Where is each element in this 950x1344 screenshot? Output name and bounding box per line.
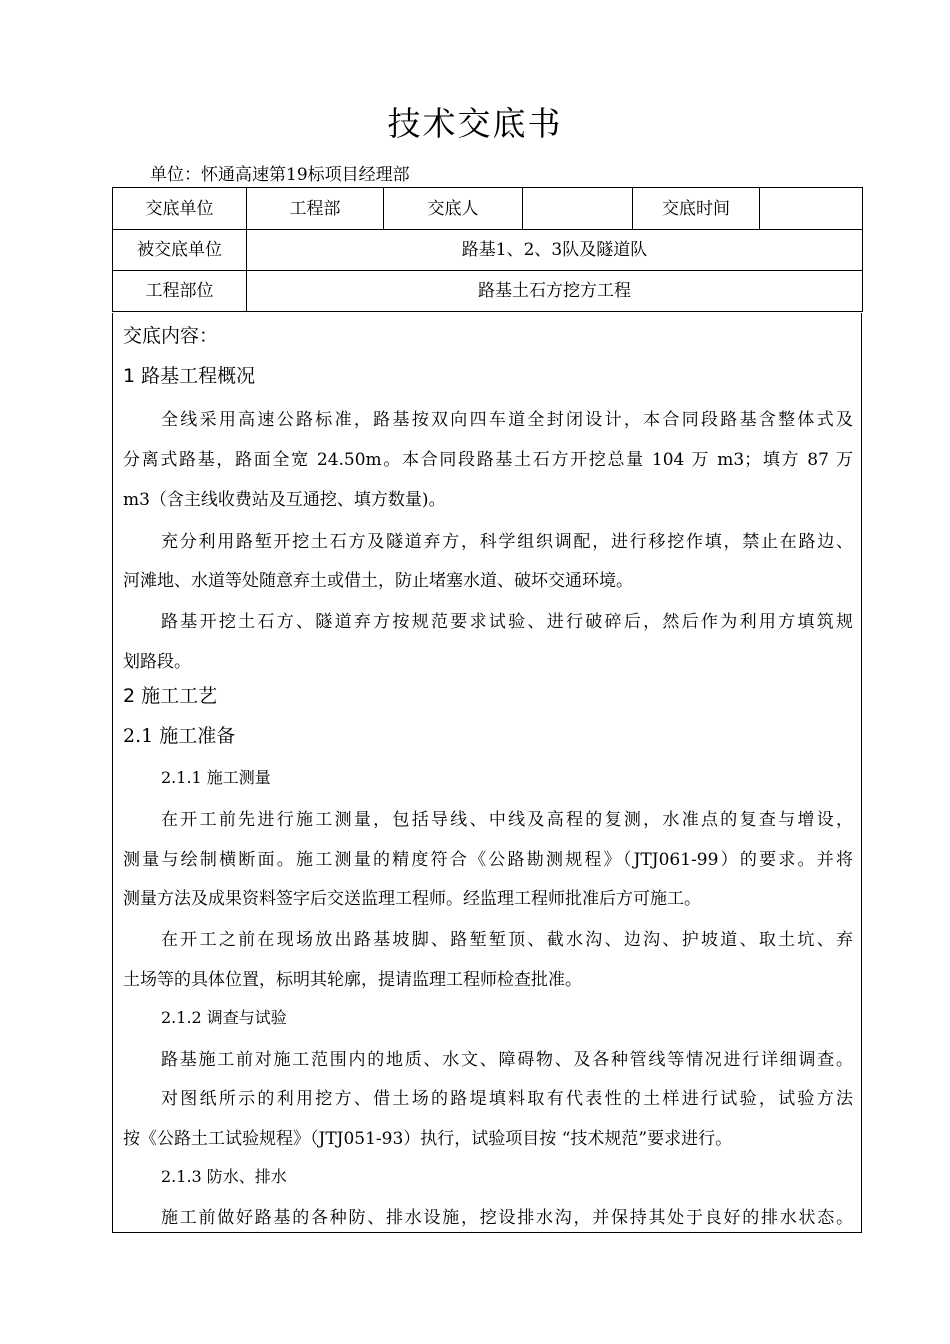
paragraph-line: 对图纸所示的利用挖方、借土场的路堤填料取有代表性的土样进行试验，试验方法 bbox=[161, 1089, 853, 1109]
unit-line: 单位：怀通高速第19标项目经理部 bbox=[150, 165, 410, 185]
cell-handover-unit-value: 工程部 bbox=[247, 188, 384, 230]
cell-handover-person-value bbox=[523, 188, 633, 230]
paragraph-line: 施工前做好路基的各种防、排水设施，挖设排水沟，并保持其处于良好的排水状态。 bbox=[161, 1208, 853, 1228]
cell-project-part-label: 工程部位 bbox=[113, 271, 247, 312]
subsubsection-heading: 2.1.2 调查与试验 bbox=[161, 1008, 287, 1027]
content-label: 交底内容： bbox=[123, 325, 219, 347]
section-heading-1: 1 路基工程概况 bbox=[123, 365, 256, 387]
paragraph-line: 土场等的具体位置，标明其轮廓，提请监理工程师检查批准。 bbox=[123, 970, 582, 990]
content-box bbox=[112, 313, 862, 1233]
cell-project-part-value: 路基土石方挖方工程 bbox=[247, 271, 863, 312]
paragraph-line: 在开工前先进行施工测量，包括导线、中线及高程的复测，水准点的复查与增设， bbox=[161, 810, 853, 830]
paragraph-line: 河滩地、水道等处随意弃土或借土，防止堵塞水道、破坏交通环境。 bbox=[123, 571, 633, 591]
paragraph-line: 路基开挖土石方、隧道弃方按规范要求试验、进行破碎后，然后作为利用方填筑规 bbox=[161, 612, 853, 632]
paragraph-line: 路基施工前对施工范围内的地质、水文、障碍物、及各种管线等情况进行详细调查。 bbox=[161, 1050, 853, 1070]
cell-handover-time-label: 交底时间 bbox=[633, 188, 760, 230]
subsubsection-heading: 2.1.3 防水、排水 bbox=[161, 1167, 287, 1186]
header-row-2 bbox=[113, 230, 863, 271]
paragraph-line: 测量方法及成果资料签字后交送监理工程师。经监理工程师批准后方可施工。 bbox=[123, 889, 701, 909]
paragraph-line: 充分利用路堑开挖土石方及隧道弃方，科学组织调配，进行移挖作填，禁止在路边、 bbox=[161, 532, 853, 552]
cell-receiving-unit-value: 路基1、2、3队及隧道队 bbox=[247, 230, 863, 271]
cell-handover-unit-label: 交底单位 bbox=[113, 188, 247, 230]
paragraph-line: m3（含主线收费站及互通挖、填方数量)。 bbox=[123, 490, 446, 510]
paragraph-line: 按《公路土工试验规程》（JTJ051-93）执行，试验项目按 “技术规范”要求进行。 bbox=[123, 1129, 733, 1149]
section-heading-2: 2 施工工艺 bbox=[123, 685, 218, 707]
paragraph-line: 全线采用高速公路标准，路基按双向四车道全封闭设计，本合同段路基含整体式及 bbox=[161, 410, 853, 430]
header-row-1 bbox=[113, 188, 863, 230]
paragraph-line: 测量与绘制横断面。施工测量的精度符合《公路勘测规程》（JTJ061-99）的要求。并将 bbox=[123, 850, 853, 870]
cell-handover-person-label: 交底人 bbox=[384, 188, 523, 230]
subsubsection-heading: 2.1.1 施工测量 bbox=[161, 768, 271, 787]
header-row-3 bbox=[113, 271, 863, 312]
cell-receiving-unit-label: 被交底单位 bbox=[113, 230, 247, 271]
paragraph-line: 在开工之前在现场放出路基坡脚、路堑堑顶、截水沟、边沟、护坡道、取土坑、弃 bbox=[161, 930, 853, 950]
paragraph-line: 分离式路基，路面全宽 24.50m。本合同段路基土石方开挖总量 104 万 m3；填方 87 万 bbox=[123, 450, 853, 470]
header-table bbox=[112, 187, 863, 312]
cell-handover-time-value bbox=[760, 188, 863, 230]
document-title: 技术交底书 bbox=[387, 104, 563, 143]
paragraph-line: 划路段。 bbox=[123, 652, 191, 672]
subsection-heading: 2.1 施工准备 bbox=[123, 725, 236, 747]
